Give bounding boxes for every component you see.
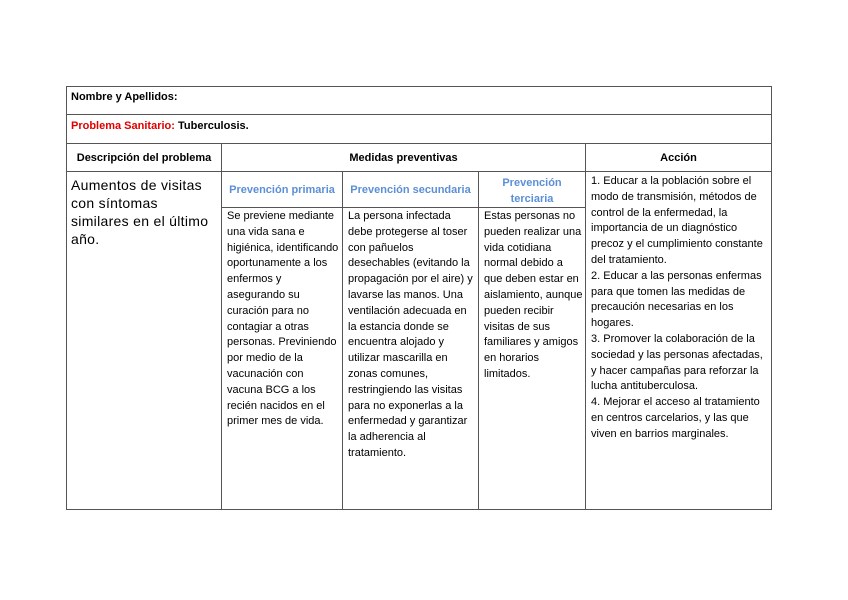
subheader-secondary: Prevención secundaria xyxy=(350,184,471,196)
col-header-action: Acción xyxy=(660,152,697,164)
table-border xyxy=(66,143,772,144)
name-label: Nombre y Apellidos: xyxy=(71,91,178,103)
table-border xyxy=(66,114,772,115)
table-border xyxy=(342,171,343,510)
table-border xyxy=(66,86,772,87)
action-list xyxy=(591,174,768,443)
table-border xyxy=(66,509,772,510)
subheader-primary: Prevención primaria xyxy=(229,184,335,196)
action-item: 2. Educar a las personas enfermas para que tomen las medidas de precaución necesarias en los hogares. xyxy=(591,269,762,330)
action-item: 4. Mejorar el acceso al tratamiento en centros carcelarios, y las que viven en barrios marginales. xyxy=(591,396,760,440)
table-border xyxy=(478,171,479,510)
table-border xyxy=(221,143,222,510)
tertiary-prevention-text: Estas personas no pueden realizar una vida cotidiana normal debido a que deben estar en aislamiento, aunque pueden recibir visitas de sus familiares y amigos en horarios limitados. xyxy=(484,210,583,380)
col-header-measures: Medidas preventivas xyxy=(349,152,458,164)
problem-row xyxy=(71,118,249,134)
subheader-tertiary: Prevención terciaria xyxy=(502,177,562,205)
action-item: 3. Promover la colaboración de la sociedad y las personas afectadas, y hacer campañas para reforzar la lucha antituberculosa. xyxy=(591,332,763,393)
secondary-prevention-text: La persona infectada debe protegerse al toser con pañuelos desechables (evitando la propagación por el aire) y lavarse las manos. Una ventilación adecuada en la estancia donde se encuentra alojado y utilizar mascarilla en zonas comunes, restringiendo las visitas para no exponerlas a la enfermedad y garantizar la adherencia al tratamiento. xyxy=(348,210,473,459)
table-border xyxy=(771,86,772,510)
table-border xyxy=(585,143,586,510)
table-border xyxy=(66,171,772,172)
problem-description: Aumentos de visitas con síntomas similares en el último año. xyxy=(71,177,209,247)
col-header-description: Descripción del problema xyxy=(76,152,212,164)
problem-label: Problema Sanitario: xyxy=(71,120,175,132)
table-border xyxy=(222,207,586,208)
primary-prevention-text: Se previene mediante una vida sana e higiénica, identificando oportunamente a los enfermos y asegurando su curación para no contagiar a otras personas. Previniendo por medio de la vacunación con vacuna BCG a los recién nacidos en el primer mes de vida. xyxy=(227,210,339,428)
problem-value: Tuberculosis. xyxy=(177,120,249,132)
action-item: 1. Educar a la población sobre el modo de transmisión, métodos de control de la enfermedad, la importancia de un diagnóstico precoz y el cumplimiento constante del tratamiento. xyxy=(591,175,763,266)
